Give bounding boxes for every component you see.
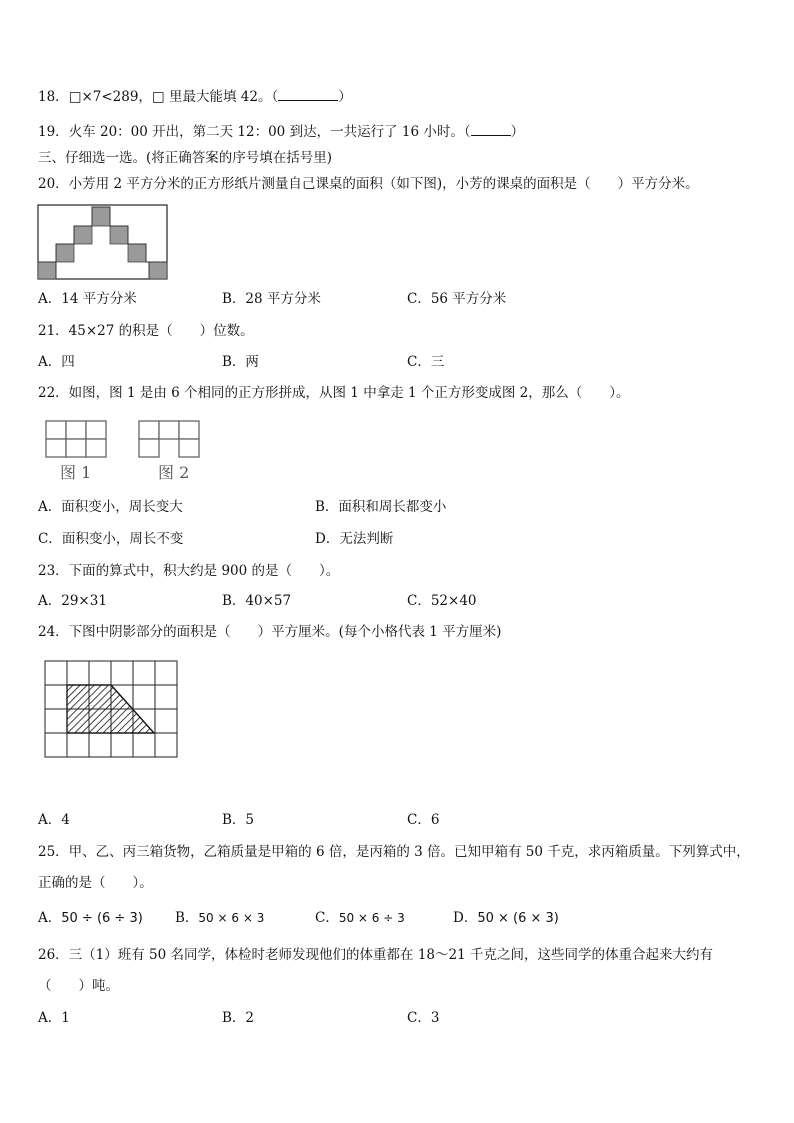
question-24-text: 24．下图中阴影部分的面积是（ ）平方厘米。(每个小格代表 1 平方厘米) — [38, 624, 502, 640]
figure-2-label: 图 2 — [158, 463, 190, 482]
option-b[interactable]: B．5 — [222, 812, 255, 828]
option-a[interactable]: A．4 — [38, 812, 70, 828]
option-b[interactable]: B．2 — [222, 1010, 255, 1026]
option-c-expression: 50 × 6 ÷ 3 — [338, 911, 405, 925]
question-26-text-line1: 26．三（1）班有 50 名同学，体检时老师发现他们的体重都在 18～21 千克之间，这些同学的体重合起来大约有 — [38, 947, 713, 963]
answer-blank[interactable] — [471, 135, 511, 136]
figure-2-grid — [137, 419, 201, 463]
option-c[interactable]: C．56 平方分米 — [407, 291, 507, 307]
option-b[interactable]: B．50 × 6 × 3 — [175, 910, 265, 926]
option-d[interactable]: D．50 × (6 × 3) — [453, 910, 559, 926]
option-c[interactable]: C．6 — [407, 812, 440, 828]
option-c[interactable]: C．3 — [407, 1010, 440, 1026]
option-b-expression: 50 × 6 × 3 — [198, 911, 265, 925]
figure-1-grid — [44, 419, 108, 463]
question-20-text: 20．小芳用 2 平方分米的正方形纸片测量自己课桌的面积（如下图)，小芳的课桌的面积是（ ）平方分米。 — [38, 176, 699, 192]
option-a[interactable]: A．1 — [38, 1010, 70, 1026]
option-a-expression: 50 ÷ (6 ÷ 3) — [61, 911, 143, 926]
option-c[interactable]: C．50 × 6 ÷ 3 — [315, 910, 405, 926]
figure-1-label: 图 1 — [60, 463, 92, 482]
option-b[interactable]: B．面积和周长都变小 — [315, 499, 447, 515]
question-text: □×7<289，□ 里最大能填 42。（ — [68, 89, 279, 105]
question-18: 18．□×7<289，□ 里最大能填 42。（ ） — [38, 89, 352, 105]
option-c[interactable]: C．面积变小，周长不变 — [38, 531, 184, 547]
question-number: 19． — [38, 124, 69, 140]
question-23-text: 23．下面的算式中，积大约是 900 的是（ ）。 — [38, 563, 340, 579]
option-c[interactable]: C．三 — [407, 354, 445, 370]
question-22-text: 22．如图，图 1 是由 6 个相同的正方形拼成，从图 1 中拿走 1 个正方形变成图 2，那么（ ）。 — [38, 385, 630, 401]
option-a[interactable]: A．14 平方分米 — [38, 291, 137, 307]
shaded-area-grid — [43, 658, 179, 760]
question-number: 18． — [38, 89, 69, 105]
option-b[interactable]: B．两 — [222, 354, 259, 370]
question-21-text: 21．45×27 的积是（ ）位数。 — [38, 323, 254, 339]
answer-blank[interactable] — [278, 100, 338, 101]
option-a[interactable]: A．29×31 — [38, 593, 107, 609]
option-c[interactable]: C．52×40 — [407, 593, 477, 609]
option-a[interactable]: A．四 — [38, 354, 75, 370]
section-heading: 三、仔细选一选。(将正确答案的序号填在括号里) — [38, 150, 333, 166]
desk-measurement-figure — [37, 204, 169, 280]
question-text: 火车 20：00 开出，第二天 12：00 到达，一共运行了 16 小时。（ — [68, 124, 471, 140]
option-b[interactable]: B．40×57 — [222, 593, 292, 609]
question-26-text-line2: （ ）吨。 — [38, 978, 119, 994]
option-a[interactable]: A．50 ÷ (6 ÷ 3) — [38, 910, 143, 926]
question-25-text-line1: 25．甲、乙、丙三箱货物，乙箱质量是甲箱的 6 倍，是丙箱的 3 倍。已知甲箱有 50 千克，求丙箱质量。下列算式中， — [38, 844, 750, 860]
question-19: 19．火车 20：00 开出，第二天 12：00 到达，一共运行了 16 小时。（ ） — [38, 124, 525, 140]
option-a[interactable]: A．面积变小，周长变大 — [38, 499, 183, 515]
option-d[interactable]: D．无法判断 — [315, 531, 394, 547]
option-b[interactable]: B．28 平方分米 — [222, 291, 321, 307]
question-25-text-line2: 正确的是（ ）。 — [38, 875, 153, 891]
option-d-expression: 50 × (6 × 3) — [477, 911, 559, 926]
